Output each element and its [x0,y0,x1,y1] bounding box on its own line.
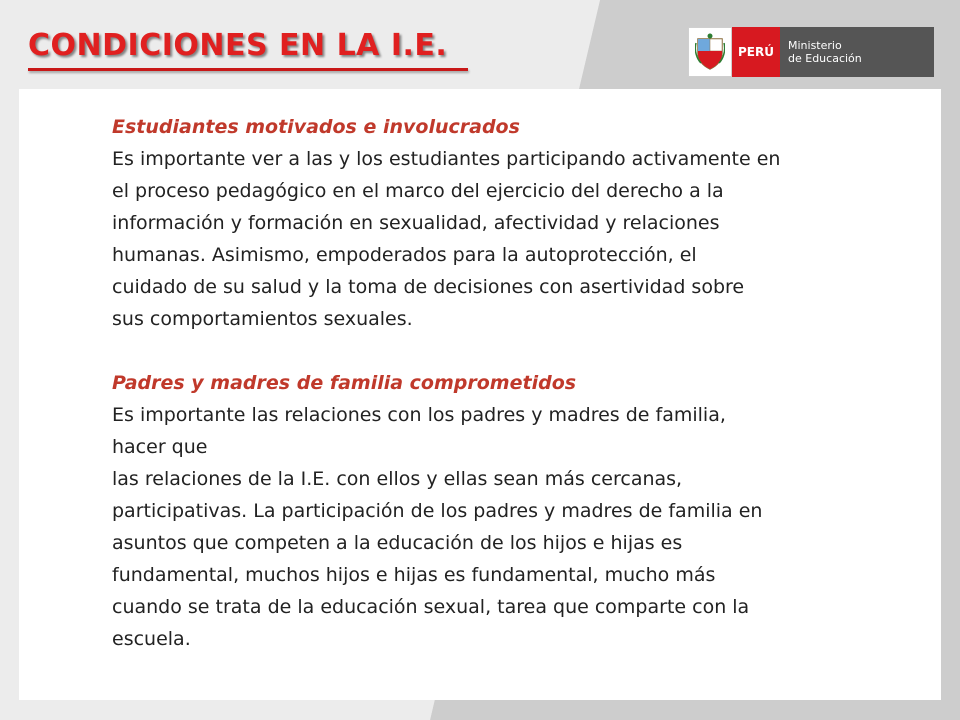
section-students [112,111,882,335]
peru-coat-of-arms-icon [688,27,732,77]
body-line: cuando se trata de la educación sexual, tarea que comparte con la [112,596,750,618]
section-heading-students: Estudiantes motivados e involucrados [112,116,520,138]
body-line: sus comportamientos sexuales. [112,308,413,330]
body-line: hacer que [112,436,208,458]
ministry-logo [688,27,934,77]
body-line: el proceso pedagógico en el marco del ejercicio del derecho a la [112,180,724,202]
section-parents [112,367,882,655]
title-underline [28,68,468,71]
ministry-line-2: de Educación [788,52,862,65]
body-line: Es importante ver a las y los estudiantes participando activamente en [112,148,781,170]
body-line: humanas. Asimismo, empoderados para la autoprotección, el [112,244,697,266]
body-line: escuela. [112,628,191,650]
section-spacer [112,335,882,367]
body-line: Es importante las relaciones con los padres y madres de familia, [112,404,726,426]
body-line: cuidado de su salud y la toma de decisiones con asertividad sobre [112,276,745,298]
ministry-line-1: Ministerio [788,39,842,52]
body-line: fundamental, muchos hijos e hijas es fundamental, mucho más [112,564,716,586]
body-line: asuntos que competen a la educación de los hijos e hijas es [112,532,683,554]
body-line: información y formación en sexualidad, afectividad y relaciones [112,212,720,234]
page-title: CONDICIONES EN LA I.E. [28,28,448,63]
body-line: las relaciones de la I.E. con ellos y ellas sean más cercanas, [112,468,683,490]
content-panel [19,89,941,700]
slide-body [112,111,882,655]
body-line: participativas. La participación de los padres y madres de familia en [112,500,763,522]
section-heading-parents: Padres y madres de familia comprometidos [112,372,577,394]
peru-label: PERÚ [732,27,780,77]
ministry-label [780,27,934,77]
